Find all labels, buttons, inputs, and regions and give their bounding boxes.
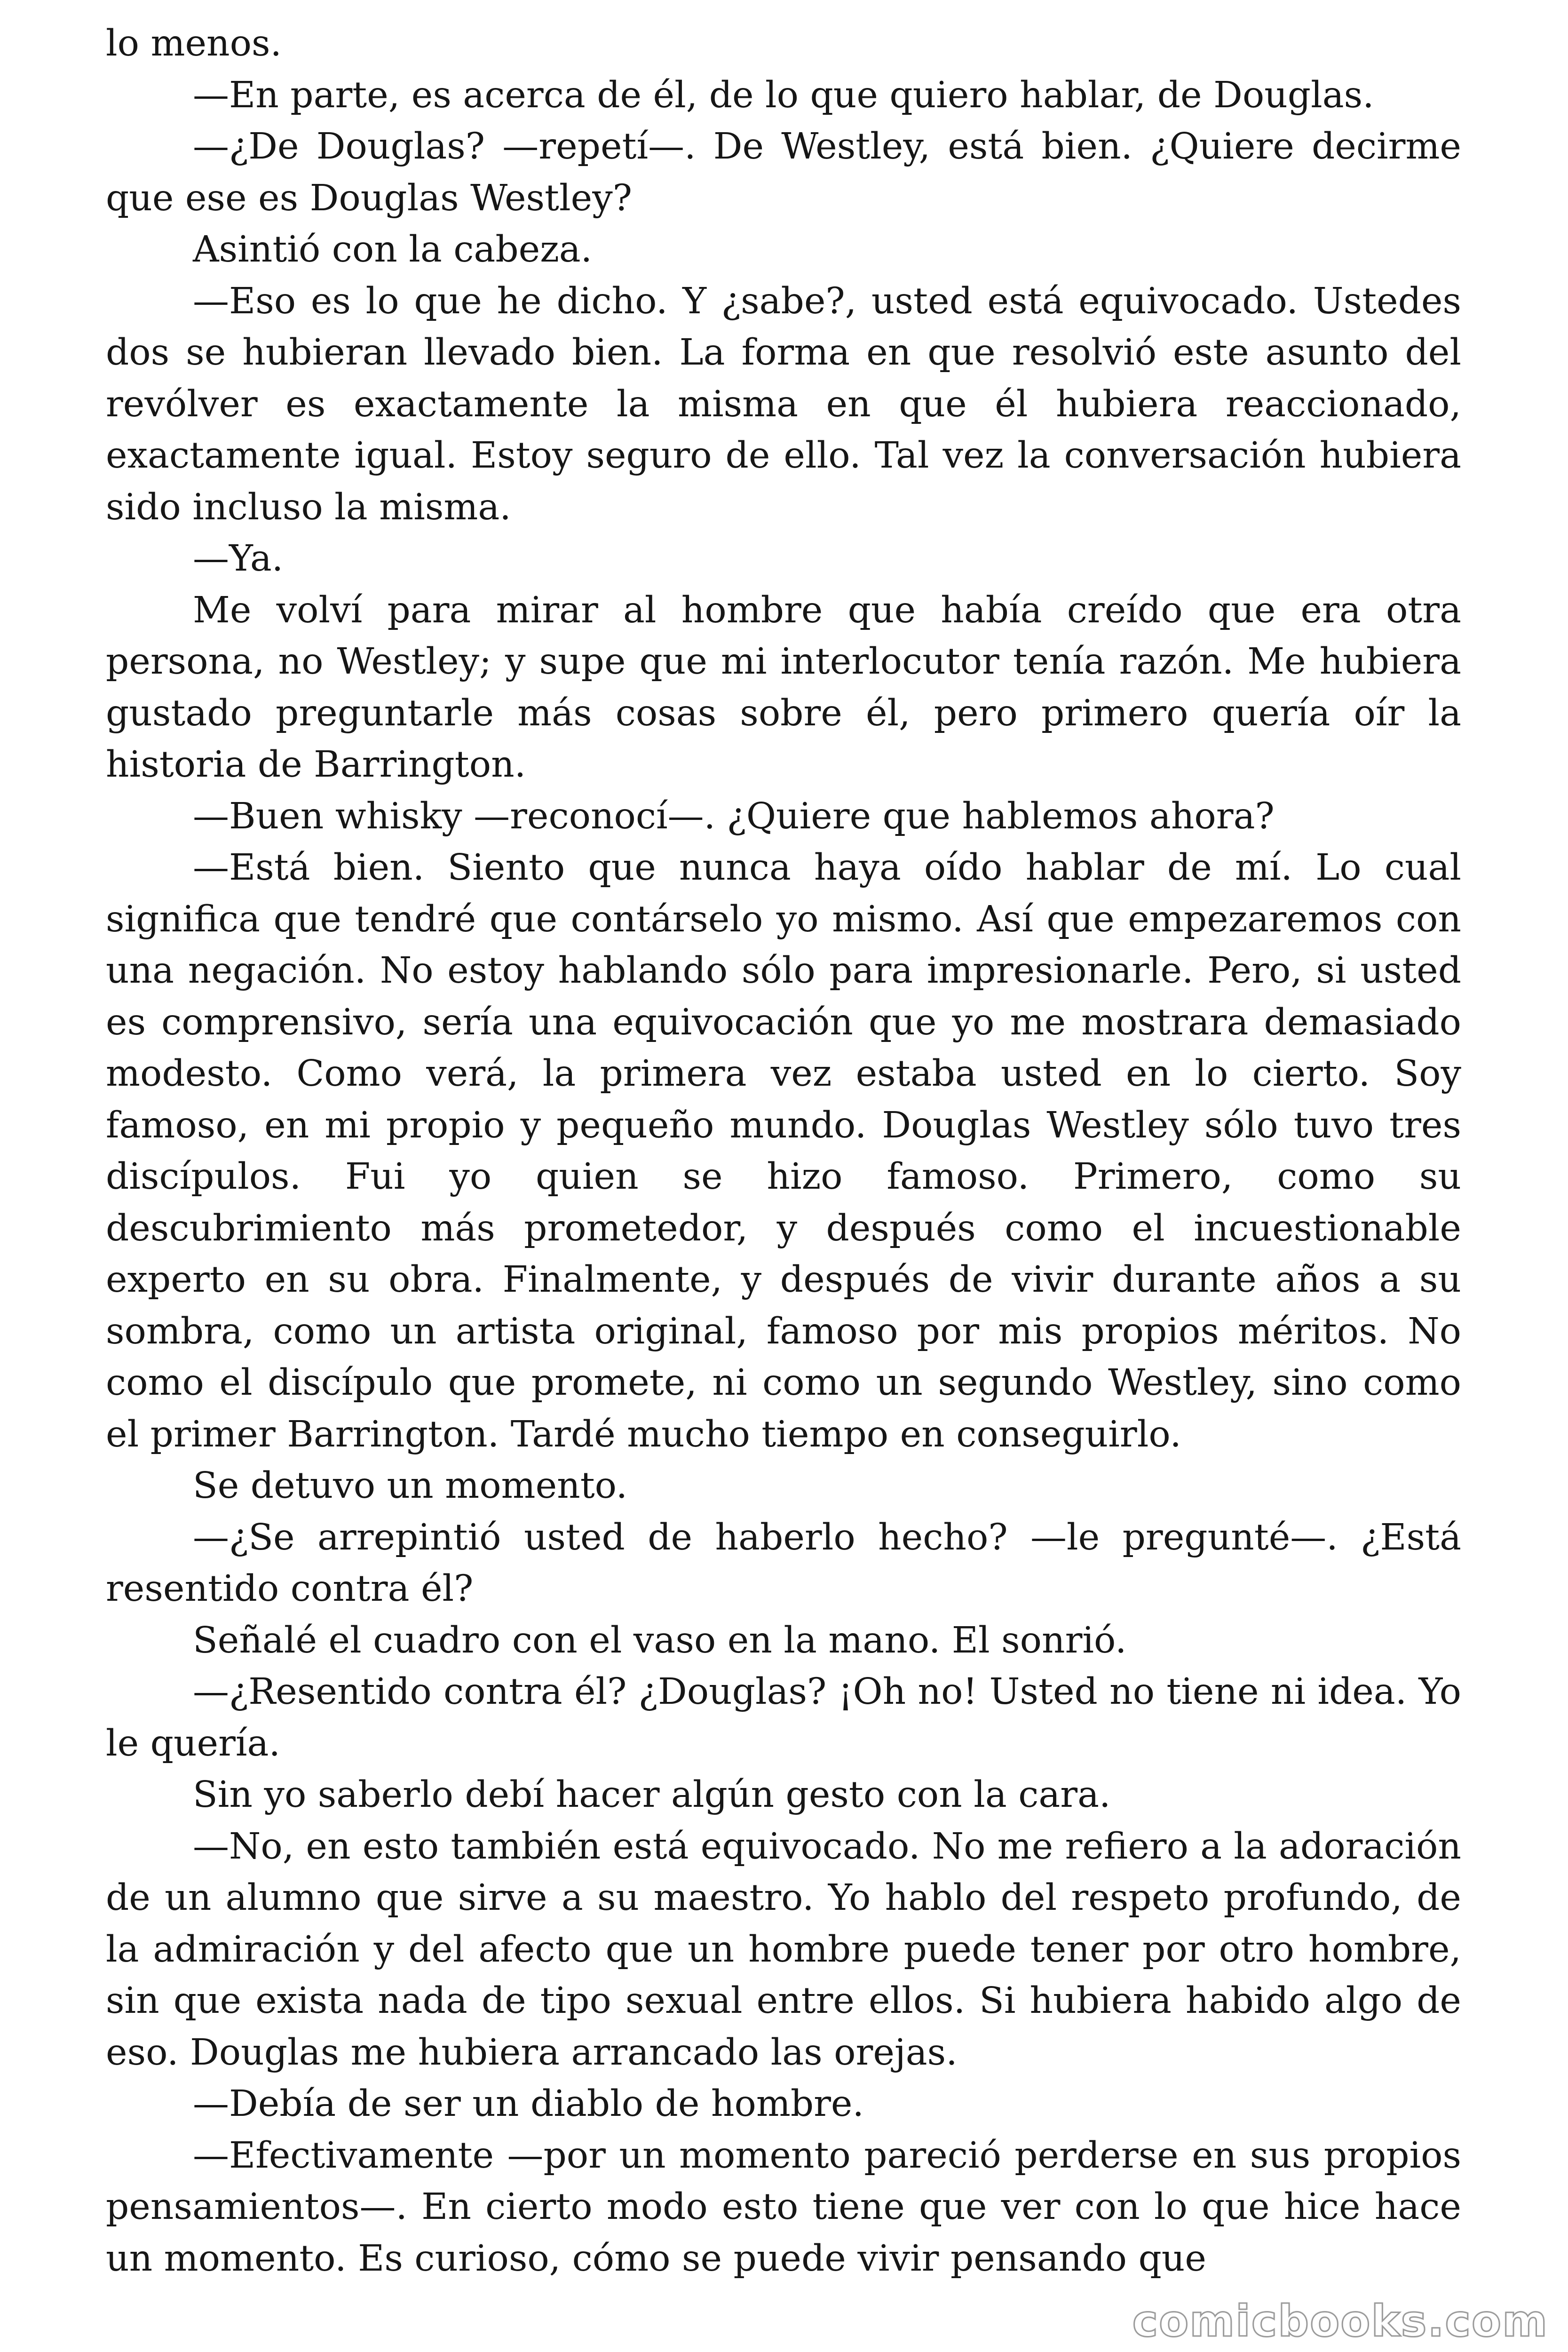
paragraph: —Efectivamente —por un momento pareció perderse en sus propios pensamientos—. En cierto modo esto tiene que ver con lo que hice hace un momento. Es curioso, cómo se puede vivir pensando que xyxy=(106,2134,1461,2280)
paragraph: Señalé el cuadro con el vaso en la mano. El sonrió. xyxy=(193,1619,1127,1661)
paragraph: —Debía de ser un diablo de hombre. xyxy=(193,2083,864,2125)
paragraph: —Eso es lo que he dicho. Y ¿sabe?, usted está equivocado. Ustedes dos se hubieran llevado bien. La forma en que resolvió este asunto del revólver es exactamente la misma en que él hubiera reaccionado, exactamente igual. Estoy seguro de ello. Tal vez la conversación hubiera sido incluso la misma. xyxy=(106,280,1461,528)
paragraph: lo menos. xyxy=(106,23,282,64)
paragraph: Asintió con la cabeza. xyxy=(193,229,593,270)
paragraph: —¿Se arrepintió usted de haberlo hecho? —le pregunté—. ¿Está resentido contra él? xyxy=(106,1516,1461,1610)
paragraph: —Buen whisky —reconocí—. ¿Quiere que hablemos ahora? xyxy=(193,795,1275,837)
paragraph: —Ya. xyxy=(193,538,284,580)
paragraph: Sin yo saberlo debí hacer algún gesto con la cara. xyxy=(193,1774,1111,1816)
paragraph: —¿Resentido contra él? ¿Douglas? ¡Oh no! Usted no tiene ni idea. Yo le quería. xyxy=(106,1671,1461,1764)
paragraph: —En parte, es acerca de él, de lo que quiero hablar, de Douglas. xyxy=(193,74,1374,116)
paragraph: —Está bien. Siento que nunca haya oído hablar de mí. Lo cual significa que tendré que contárselo yo mismo. Así que empezaremos con una negación. No estoy hablando sólo para impresionarle. Pero, si usted es comprensivo, sería una equivocación que yo me mostrara demasiado modesto. Como verá, la primera vez estaba usted en lo cierto. Soy famoso, en mi propio y pequeño mundo. Douglas Westley sólo tuvo tres discípulos. Fui yo quien se hizo famoso. Primero, como su descubrimiento más prometedor, y después como el incuestionable experto en su obra. Finalmente, y después de vivir durante años a su sombra, como un artista original, famoso por mis propios méritos. No como el discípulo que promete, ni como un segundo Westley, sino como el primer Barrington. Tardé mucho tiempo en conseguirlo. xyxy=(106,847,1461,1455)
watermark-logo: comicbooks.com xyxy=(1132,2296,1548,2346)
paragraph: Me volví para mirar al hombre que había creído que era otra persona, no Westley; y supe que mi interlocutor tenía razón. Me hubiera gustado preguntarle más cosas sobre él, pero primero quería oír la historia de Barrington. xyxy=(106,589,1461,786)
paragraph: Se detuvo un momento. xyxy=(193,1465,628,1507)
paragraph: —No, en esto también está equivocado. No me refiero a la adoración de un alumno que sirve a su maestro. Yo hablo del respeto profundo, de la admiración y del afecto que un hombre puede tener por otro hombre, sin que exista nada de tipo sexual entre ellos. Si hubiera habido algo de eso. Douglas me hubiera arrancado las orejas. xyxy=(106,1825,1461,2074)
paragraph: —¿De Douglas? —repetí—. De Westley, está bien. ¿Quiere decirme que ese es Douglas Westley? xyxy=(106,126,1461,219)
page-text xyxy=(106,18,1461,2284)
